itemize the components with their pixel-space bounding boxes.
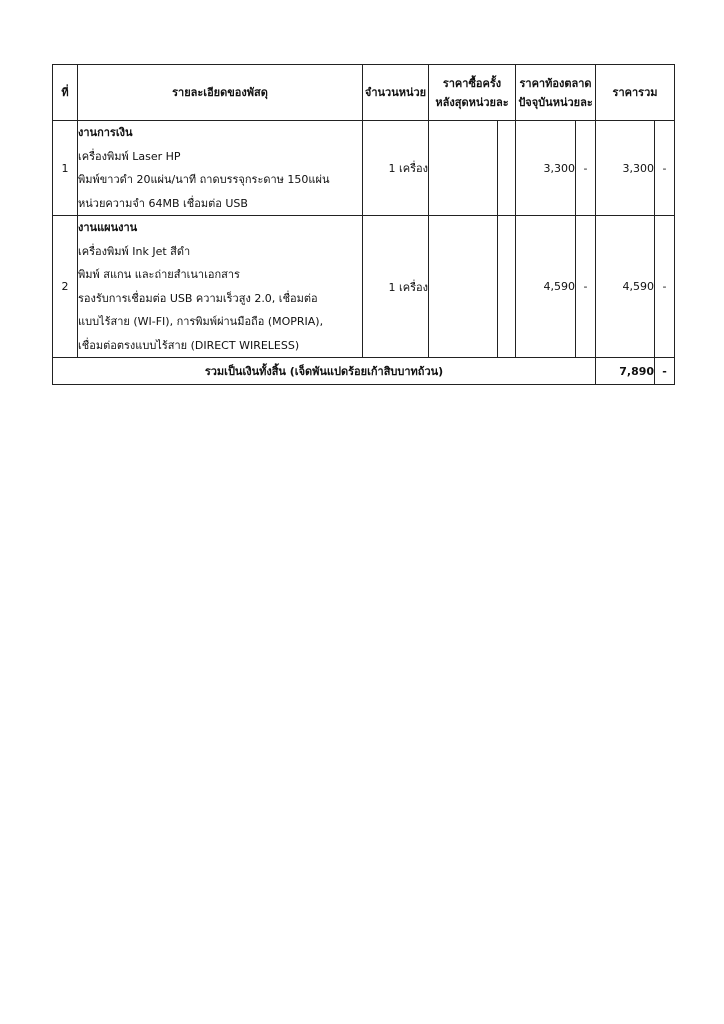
- header-quantity: จำนวนหน่วย: [363, 65, 429, 121]
- item-quantity: 1 เครื่อง: [363, 121, 429, 216]
- item-line: หน่วยความจำ 64MB เชื่อมต่อ USB: [78, 196, 248, 210]
- header-row: [53, 65, 675, 121]
- header-market-price-line1: ราคาท้องตลาด: [519, 76, 592, 90]
- header-total-price: ราคารวม: [596, 65, 675, 121]
- procurement-table: [52, 64, 675, 385]
- item-no: 1: [53, 121, 78, 216]
- item-total: 4,590: [596, 216, 655, 358]
- header-description: รายละเอียดของพัสดุ: [78, 65, 363, 121]
- table-row: [53, 121, 675, 216]
- item-unit-price: 4,590: [516, 216, 576, 358]
- item-total-satang: -: [655, 121, 675, 216]
- header-market-price-line2: ปัจจุบันหน่วยละ: [518, 95, 593, 109]
- item-total-satang: -: [655, 216, 675, 358]
- grand-total: 7,890: [596, 358, 655, 385]
- item-line: พิมพ์ สแกน และถ่ายสำเนาเอกสาร: [78, 268, 240, 281]
- item-total: 3,300: [596, 121, 655, 216]
- header-last-price: [429, 65, 516, 121]
- item-last-price-satang: [498, 216, 516, 358]
- item-line: รองรับการเชื่อมต่อ USB ความเร็วสูง 2.0, เชื่อมต่อ: [78, 291, 318, 305]
- item-line: เครื่องพิมพ์ Laser HP: [78, 149, 181, 163]
- item-line: เครื่องพิมพ์ Ink Jet สีดำ: [78, 244, 191, 258]
- item-last-price: [429, 216, 498, 358]
- item-line: พิมพ์ขาวดำ 20แผ่น/นาที ถาดบรรจุกระดาษ 150แผ่น: [78, 173, 330, 186]
- table-row: [53, 216, 675, 358]
- header-last-price-line1: ราคาซื้อครั้ง: [442, 76, 502, 90]
- item-last-price-satang: [498, 121, 516, 216]
- grand-total-label: รวมเป็นเงินทั้งสิ้น (เจ็ดพันแปดร้อยเก้าสิบบาทถ้วน): [53, 358, 596, 385]
- item-unit-price-satang: -: [576, 121, 596, 216]
- item-quantity: 1 เครื่อง: [363, 216, 429, 358]
- total-row: [53, 358, 675, 385]
- item-group: งานแผนงาน: [78, 221, 138, 234]
- header-no: ที่: [53, 65, 78, 121]
- item-group: งานการเงิน: [78, 126, 133, 139]
- item-last-price: [429, 121, 498, 216]
- item-unit-price: 3,300: [516, 121, 576, 216]
- item-no: 2: [53, 216, 78, 358]
- item-unit-price-satang: -: [576, 216, 596, 358]
- item-description: [78, 216, 363, 358]
- item-line: เชื่อมต่อตรงแบบไร้สาย (DIRECT WIRELESS): [78, 338, 300, 352]
- item-description: [78, 121, 363, 216]
- grand-total-satang: -: [655, 358, 675, 385]
- item-line: แบบไร้สาย (WI-FI), การพิมพ์ผ่านมือถือ (MOPRIA),: [78, 315, 324, 328]
- header-market-price: [516, 65, 596, 121]
- header-last-price-line2: หลังสุดหน่วยละ: [435, 95, 509, 109]
